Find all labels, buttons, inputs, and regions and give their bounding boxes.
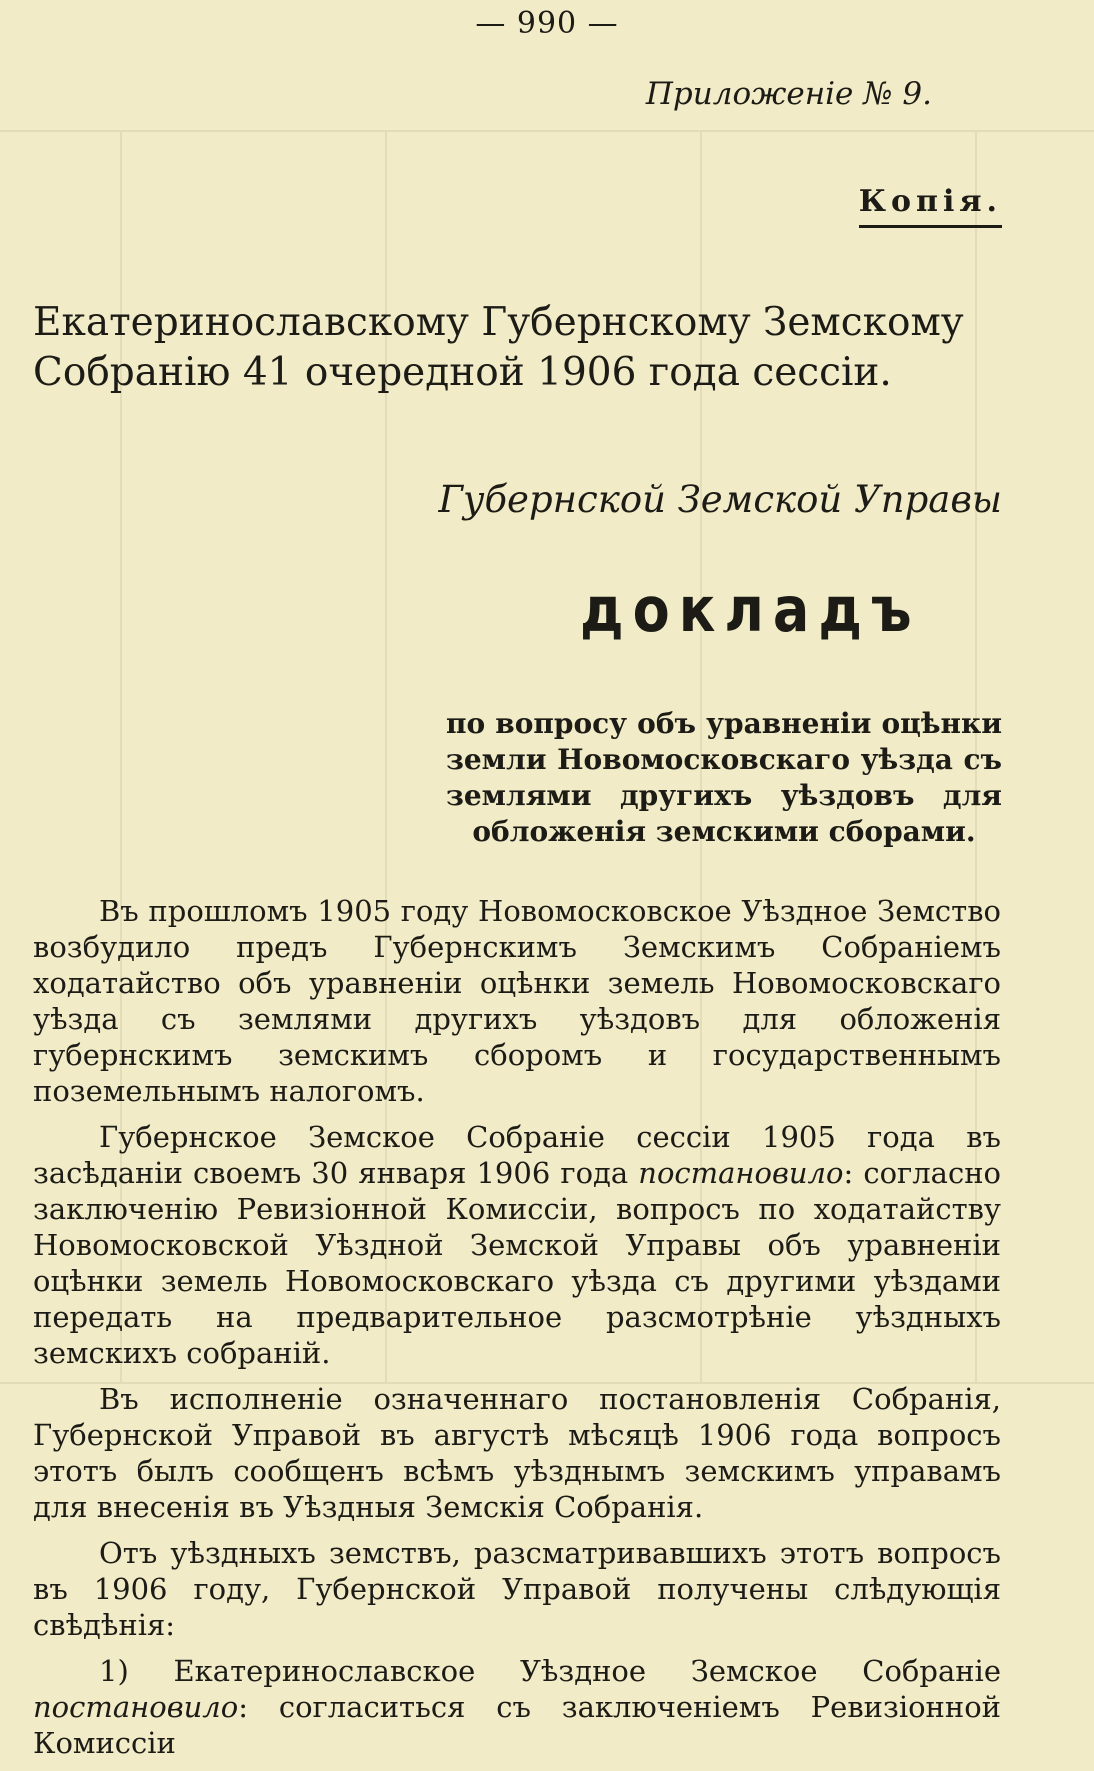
paragraph: Отъ уѣздныхъ земствъ, разсматривавшихъ этотъ вопросъ въ 1906 году, Губернской Управой получены слѣдующія свѣдѣнія: <box>33 1536 1001 1642</box>
addressee-line: Собранію 41 очередной 1906 года сессіи. <box>33 350 892 395</box>
paragraph-text: 1) Екатеринославское Уѣздное Земское Собраніе <box>99 1654 1001 1688</box>
board-name: Губернской Земской Управы <box>438 478 1002 521</box>
paragraph-text: : согласно заключенію Ревизіонной Комиссіи, вопросъ по ходатайству Новомосковской Уѣздной Земской Управы объ уравненіи оцѣнки земель Новомосковскаго уѣзда съ другими уѣздами передать на предварительное разсмотрѣніе уѣздныхъ земскихъ собраній. <box>33 1156 1001 1370</box>
paragraph <box>33 1119 1001 1371</box>
copy-mark: Копія. <box>859 184 1002 228</box>
paragraph-emphasis: постановило <box>33 1690 239 1724</box>
appendix-label: Приложеніе № 9. <box>645 76 932 112</box>
report-subject: по вопросу объ уравненіи оцѣнки земли Новомосковскаго уѣзда съ землями другихъ уѣздовъ для обложенія земскими сборами. <box>446 707 1002 848</box>
addressee-heading <box>33 298 1001 398</box>
paragraph-text: : согласиться съ заключеніемъ Ревизіонной Комиссіи <box>33 1690 1001 1760</box>
paragraph-text: Губернское Земское Собраніе сессіи 1905 года въ засѣданіи своемъ 30 января 1906 года <box>33 1120 1001 1190</box>
paragraph: Въ исполненіе означеннаго постановленія Собранія, Губернской Управой въ августѣ мѣсяцѣ 1906 года вопросъ этотъ былъ сообщенъ всѣмъ уѣзднымъ земскимъ управамъ для внесенія въ Уѣздныя Земскія Собранія. <box>33 1382 1001 1524</box>
report-body <box>33 893 1001 1771</box>
paragraph: Въ прошломъ 1905 году Новомосковское Уѣздное Земство возбудило предъ Губернскимъ Земскимъ Собраніемъ ходатайство объ уравненіи оцѣнки земель Новомосковскаго уѣзда съ землями другихъ уѣздовъ для обложенія губернскимъ земскимъ сборомъ и государственнымъ поземельнымъ налогомъ. <box>33 894 1001 1108</box>
paragraph-emphasis: постановило <box>638 1156 844 1190</box>
paragraph <box>33 1653 1001 1761</box>
addressee-line: Екатеринославскому Губернскому Земскому <box>33 300 964 345</box>
report-title: докладъ <box>580 573 921 646</box>
page-number: — 990 — <box>475 6 619 41</box>
